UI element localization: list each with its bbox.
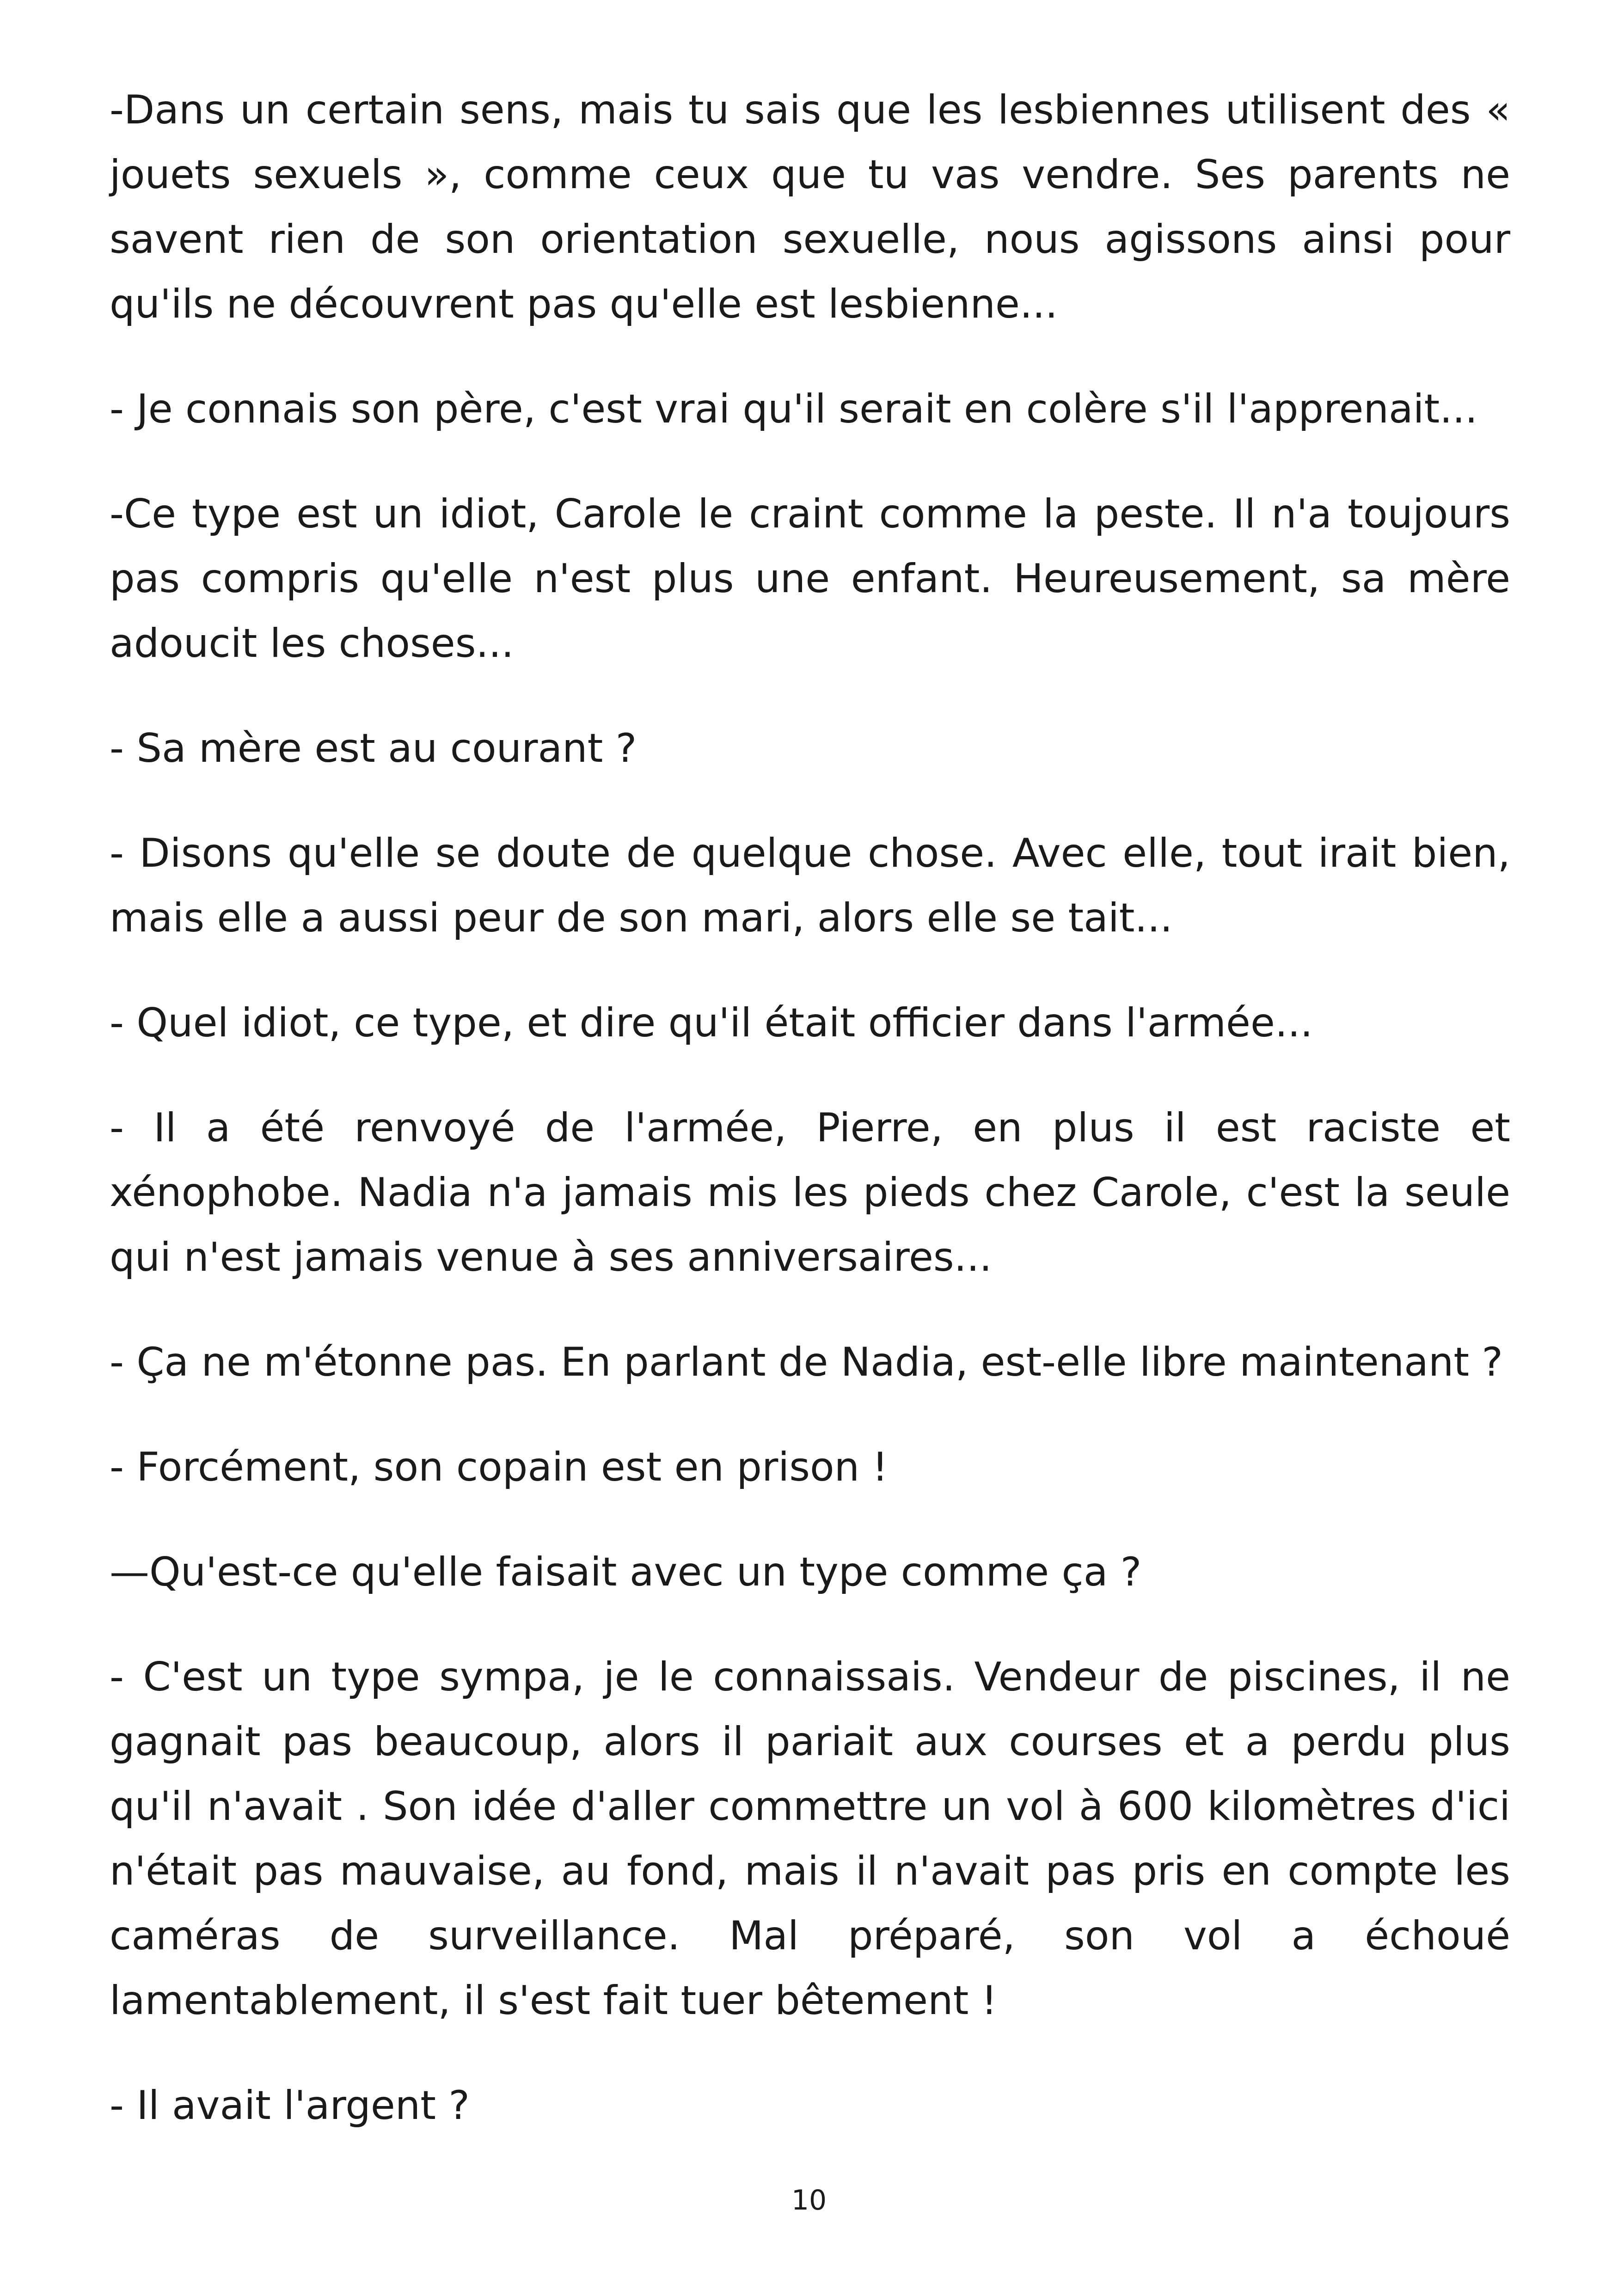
paragraph: - Disons qu'elle se doute de quelque chose. Avec elle, tout irait bien, mais elle a aussi peur de son mari, alors elle se tait... [110,830,1510,941]
paragraph: - Il avait l'argent ? [110,2082,470,2129]
paragraph: - Forcément, son copain est en prison ! [110,1444,888,1490]
paragraph: - Il a été renvoyé de l'armée, Pierre, en plus il est raciste et xénophobe. Nadia n'a jamais mis les pieds chez Carole, c'est la seule qui n'est jamais venue à ses anniversaires... [110,1105,1510,1280]
paragraph: - Sa mère est au courant ? [110,725,637,771]
paragraph: —Qu'est-ce qu'elle faisait avec un type comme ça ? [110,1549,1142,1595]
paragraph: - C'est un type sympa, je le connaissais. Vendeur de piscines, il ne gagnait pas beaucoup, alors il pariait aux courses et a perdu plus qu'il n'avait . Son idée d'aller commettre un vol à 600 kilomètres d'ici n'était pas mauvaise, au fond, mais il n'avait pas pris en compte les caméras de surveillance. Mal préparé, son vol a échoué lamentablement, il s'est fait tuer bêtement ! [110,1654,1510,2024]
paragraph: - Quel idiot, ce type, et dire qu'il était officier dans l'armée... [110,1000,1313,1046]
paragraph: -Ce type est un idiot, Carole le craint comme la peste. Il n'a toujours pas compris qu'elle n'est plus une enfant. Heureusement, sa mère adoucit les choses... [110,491,1510,667]
paragraph: - Ça ne m'étonne pas. En parlant de Nadia, est-elle libre maintenant ? [110,1339,1503,1385]
paragraph: - Je connais son père, c'est vrai qu'il serait en colère s'il l'apprenait... [110,386,1478,432]
paragraph: -Dans un certain sens, mais tu sais que les lesbiennes utilisent des « jouets sexuels », comme ceux que tu vas vendre. Ses parents ne savent rien de son orientation sexuelle, nous agissons ainsi pour qu'ils ne découvrent pas qu'elle est lesbienne... [110,87,1510,327]
page-number: 10 [791,2184,827,2216]
body-text [110,78,1510,2178]
